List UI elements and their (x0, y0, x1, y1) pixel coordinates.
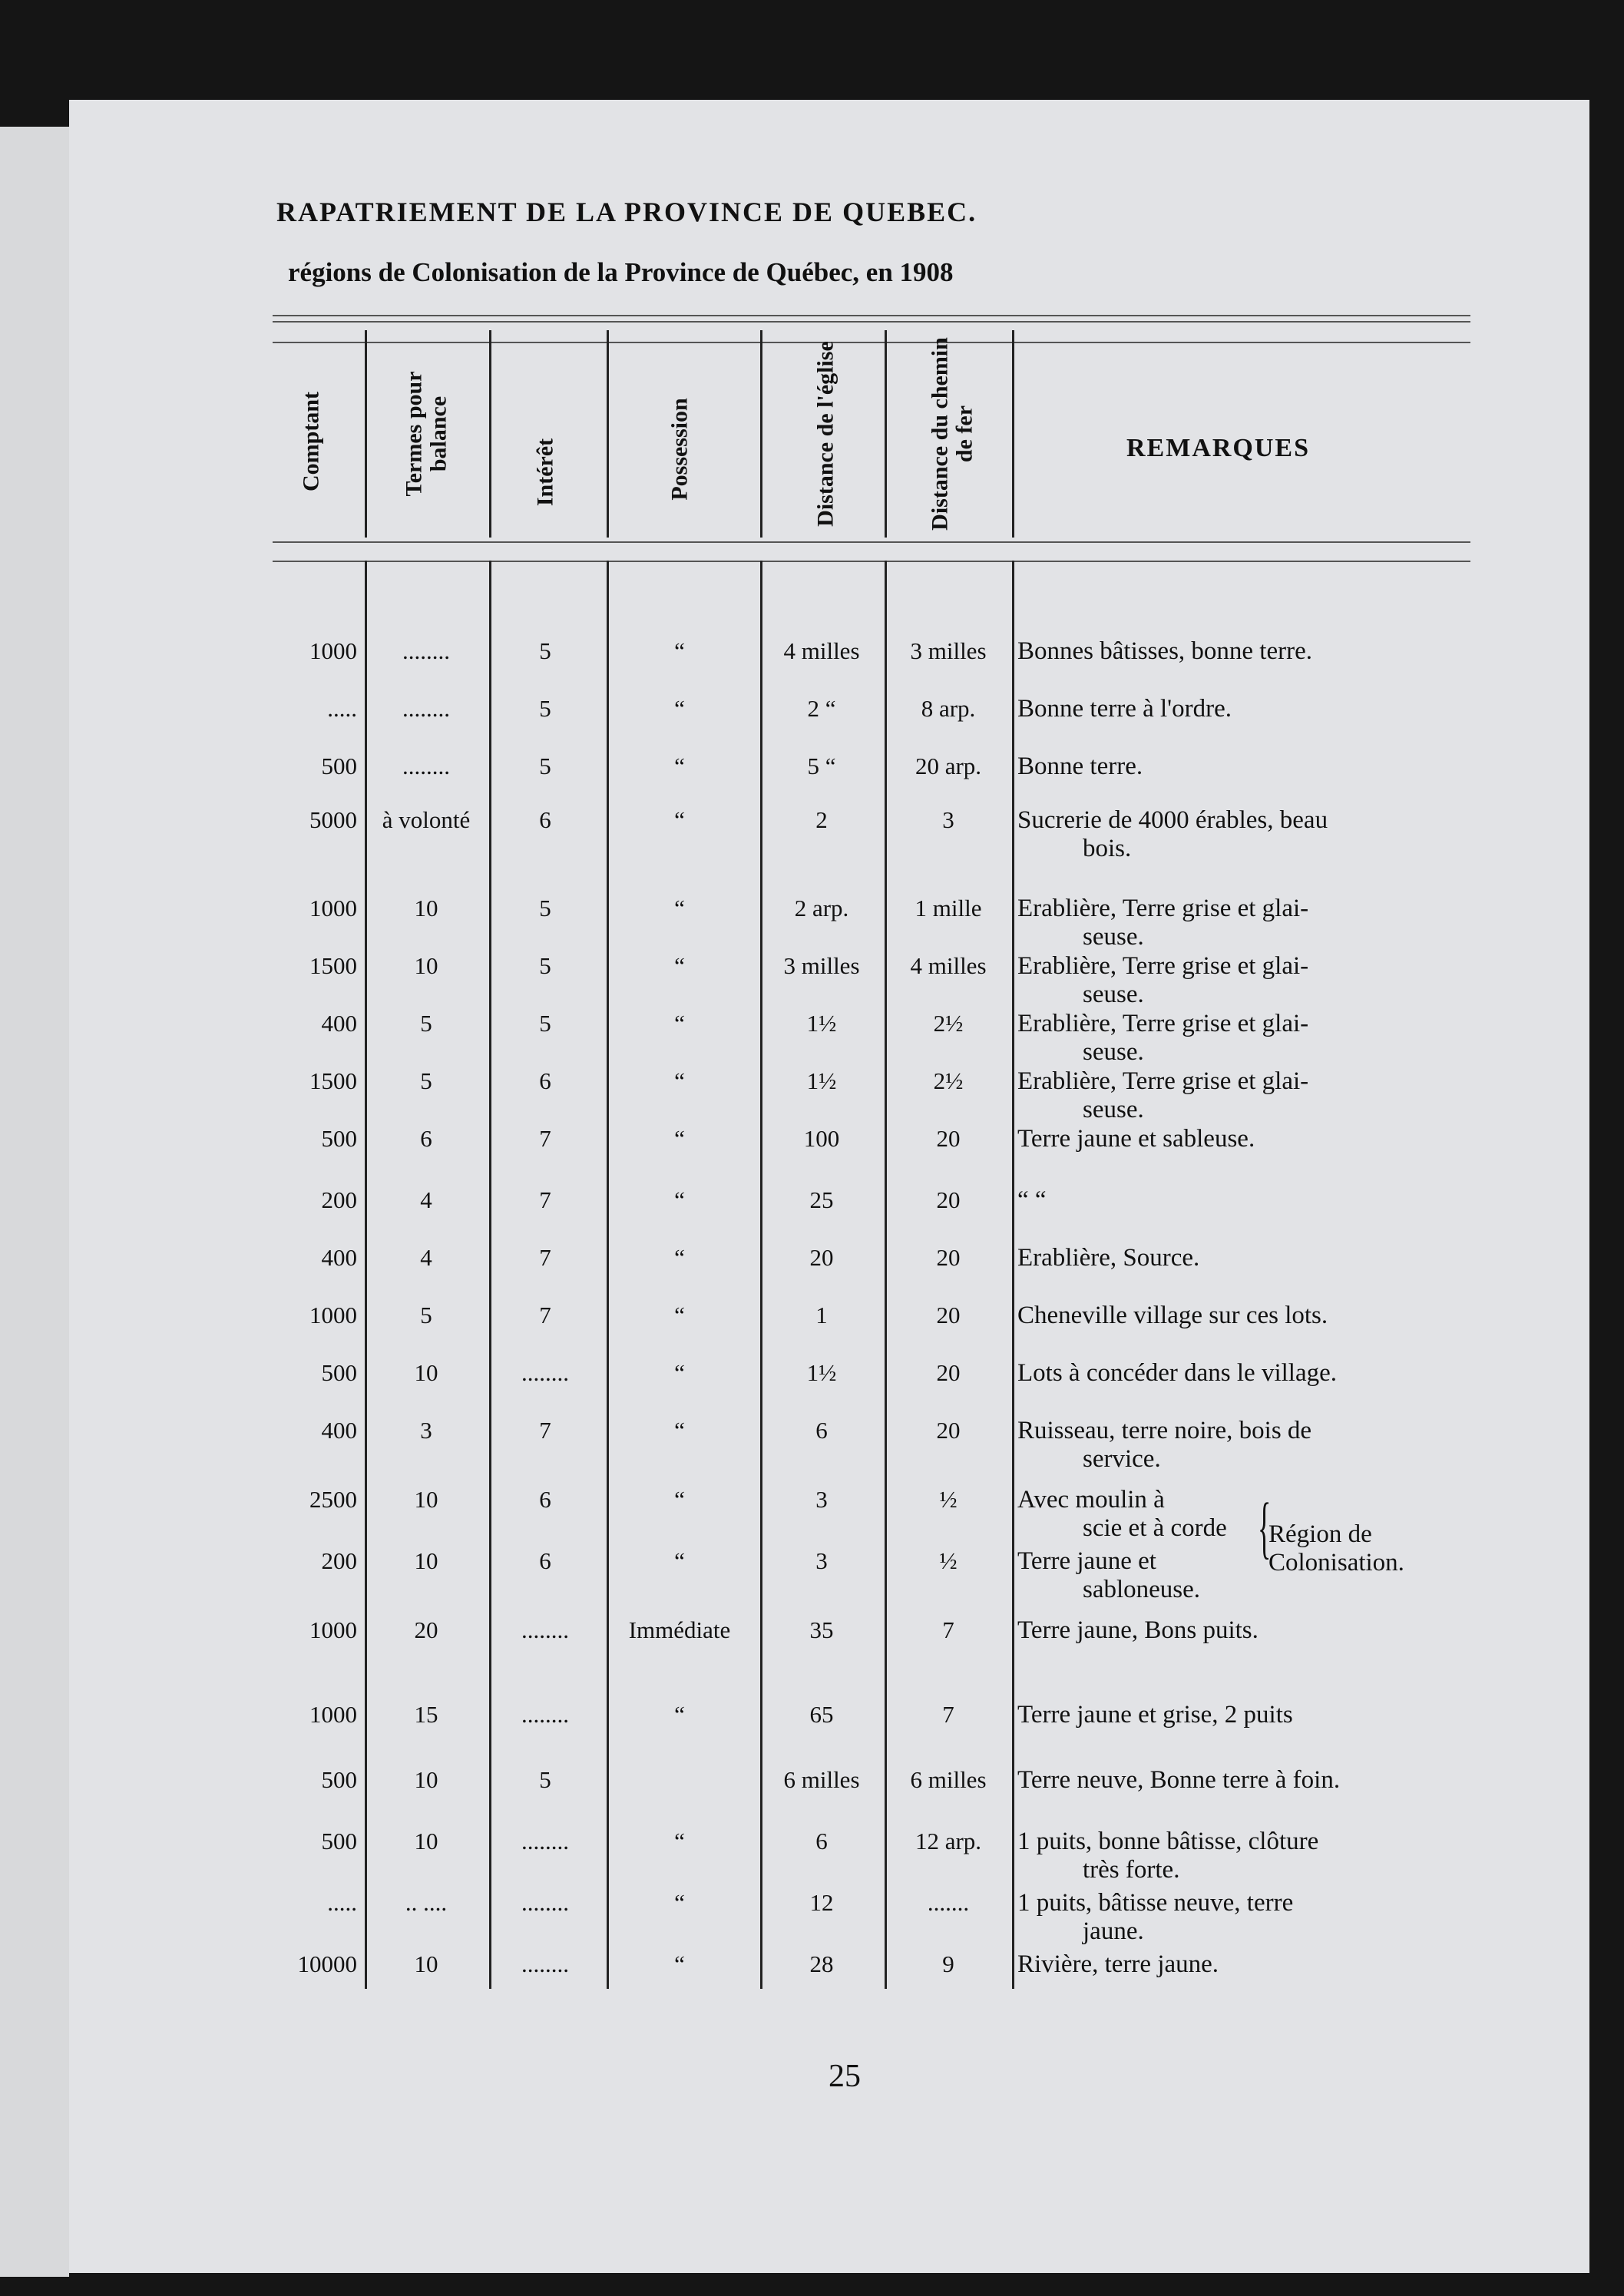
remarques-text: Bonne terre à l'ordre. (1017, 695, 1232, 723)
table-cell-possession: “ (674, 1359, 685, 1386)
table-cell-remarques (1017, 1359, 1447, 1388)
column-divider (760, 561, 762, 1989)
column-divider (1012, 561, 1014, 1989)
remarques-text: Avec moulin à (1017, 1486, 1165, 1514)
table-cell-termes: 5 (420, 1067, 432, 1094)
table-cell-comptant: 200 (321, 1547, 357, 1574)
table-cell-termes: 4 (420, 1244, 432, 1271)
header-rule (273, 342, 1470, 343)
table-cell-termes: 4 (420, 1186, 432, 1213)
remarques-continuation: jaune. (1083, 1917, 1144, 1945)
table-cell-eglise: 5 “ (807, 753, 836, 779)
remarques-continuation: seuse. (1083, 1038, 1144, 1066)
column-header-rule-2 (273, 561, 1470, 562)
table-cell-possession: “ (674, 637, 685, 664)
table-cell-possession: “ (674, 1547, 685, 1574)
table-cell-remarques (1017, 806, 1447, 863)
table-cell-chemin: 7 (942, 1701, 954, 1728)
table-cell-eglise: 1 (815, 1302, 828, 1328)
document-subtitle: régions de Colonisation de la Province de Québec, en 1908 (288, 257, 954, 287)
column-header-possession: Possession (666, 398, 693, 501)
table-cell-interet: 7 (539, 1244, 551, 1271)
table-cell-chemin: 20 (936, 1244, 961, 1271)
table-cell-comptant: 1000 (309, 1701, 357, 1728)
header-rule-top-2 (273, 321, 1470, 323)
table-cell-chemin: 8 arp. (921, 695, 976, 722)
table-cell-comptant: ..... (327, 1889, 357, 1916)
table-cell-possession: “ (674, 806, 685, 833)
remarques-text: Erablière, Terre grise et glai- (1017, 895, 1309, 922)
table-cell-remarques (1017, 1547, 1248, 1604)
table-cell-comptant: 400 (321, 1417, 357, 1444)
remarques-text: Rivière, terre jaune. (1017, 1950, 1219, 1978)
previous-page-edge (0, 127, 69, 2277)
table-cell-chemin: 7 (942, 1616, 954, 1643)
table-cell-comptant: 1000 (309, 1616, 357, 1643)
table-cell-possession: “ (674, 1701, 685, 1728)
table-cell-possession: “ (674, 1417, 685, 1444)
table-cell-eglise: 6 (815, 1828, 828, 1854)
table-cell-possession: “ (674, 952, 685, 979)
table-cell-comptant: 1500 (309, 952, 357, 979)
table-cell-possession: “ (674, 895, 685, 921)
table-cell-interet: 5 (539, 895, 551, 921)
table-cell-remarques (1017, 1244, 1447, 1272)
table-cell-comptant: 500 (321, 1125, 357, 1152)
remarques-continuation: seuse. (1083, 981, 1144, 1008)
remarques-continuation: très forte. (1083, 1856, 1180, 1884)
table-cell-comptant: 500 (321, 1766, 357, 1793)
table-cell-chemin: 4 milles (910, 952, 987, 979)
table-cell-chemin: 20 (936, 1359, 961, 1386)
remarques-text: Terre jaune, Bons puits. (1017, 1616, 1259, 1644)
table-cell-chemin: 9 (942, 1950, 954, 1977)
remarques-text: Sucrerie de 4000 érables, beau (1017, 806, 1328, 834)
table-cell-remarques (1017, 1828, 1447, 1884)
table-cell-interet: 5 (539, 695, 551, 722)
table-cell-remarques (1017, 895, 1447, 951)
table-cell-comptant: 1000 (309, 895, 357, 921)
table-cell-interet: 6 (539, 1067, 551, 1094)
table-cell-possession: “ (674, 1828, 685, 1854)
table-cell-remarques (1017, 1067, 1447, 1124)
remarques-text: Terre jaune et sableuse. (1017, 1125, 1255, 1153)
table-cell-chemin: 3 milles (910, 637, 987, 664)
column-divider (760, 330, 762, 538)
header-rule-top (273, 315, 1470, 316)
table-cell-chemin: ....... (927, 1889, 970, 1916)
table-cell-chemin: 12 arp. (915, 1828, 982, 1854)
table-cell-termes: 10 (414, 1950, 438, 1977)
table-cell-eglise: 20 (809, 1244, 834, 1271)
table-cell-termes: 10 (414, 952, 438, 979)
table-cell-comptant: 5000 (309, 806, 357, 833)
table-cell-comptant: 1000 (309, 1302, 357, 1328)
table-cell-remarques (1017, 1125, 1447, 1153)
table-cell-eglise: 65 (809, 1701, 834, 1728)
table-cell-eglise: 1½ (806, 1067, 837, 1094)
region-brace: { (1257, 1490, 1272, 1566)
table-cell-possession: “ (674, 1010, 685, 1037)
table-cell-interet: 5 (539, 637, 551, 664)
table-cell-eglise: 2 arp. (794, 895, 849, 921)
table-cell-termes: 15 (414, 1701, 438, 1728)
table-cell-eglise: 12 (809, 1889, 834, 1916)
table-cell-comptant: 500 (321, 1828, 357, 1854)
table-cell-comptant: ..... (327, 695, 357, 722)
table-cell-possession: “ (674, 1125, 685, 1152)
table-cell-chemin: 20 (936, 1186, 961, 1213)
table-cell-comptant: 1500 (309, 1067, 357, 1094)
remarques-text: Erablière, Terre grise et glai- (1017, 1067, 1309, 1095)
column-divider (607, 330, 609, 538)
table-cell-comptant: 500 (321, 753, 357, 779)
table-cell-eglise: 6 (815, 1417, 828, 1444)
table-cell-termes: 10 (414, 1828, 438, 1854)
table-cell-eglise: 6 milles (783, 1766, 860, 1793)
remarques-continuation: seuse. (1083, 923, 1144, 951)
table-cell-remarques (1017, 1950, 1447, 1979)
table-cell-interet: 5 (539, 1010, 551, 1037)
table-cell-termes: 5 (420, 1302, 432, 1328)
remarques-text: Ruisseau, terre noire, bois de (1017, 1417, 1312, 1444)
remarques-text: Terre jaune et grise, 2 puits (1017, 1701, 1293, 1729)
table-cell-interet: ........ (521, 1359, 569, 1386)
table-cell-termes: à volonté (382, 806, 471, 833)
document-title: RAPATRIEMENT DE LA PROVINCE DE QUEBEC. (276, 197, 977, 227)
table-cell-remarques (1017, 637, 1447, 666)
remarques-continuation: seuse. (1083, 1096, 1144, 1123)
table-cell-interet: 5 (539, 952, 551, 979)
column-divider (885, 561, 887, 1989)
column-divider (489, 330, 491, 538)
remarques-continuation: scie et à corde (1083, 1514, 1227, 1542)
table-cell-remarques (1017, 1889, 1447, 1946)
table-cell-chemin: 3 (942, 806, 954, 833)
table-cell-chemin: 2½ (933, 1067, 964, 1094)
table-cell-eglise: 2 “ (807, 695, 836, 722)
table-cell-chemin: ½ (939, 1486, 958, 1513)
table-cell-remarques (1017, 695, 1447, 723)
remarques-text: “ “ (1017, 1186, 1047, 1214)
remarques-continuation: bois. (1083, 835, 1132, 862)
table-cell-interet: 6 (539, 1486, 551, 1513)
table-cell-chemin: 20 (936, 1417, 961, 1444)
remarques-text: Terre jaune et (1017, 1547, 1156, 1575)
region-note: Région de Colonisation. (1268, 1520, 1404, 1576)
table-cell-possession: “ (674, 1067, 685, 1094)
table-cell-possession: “ (674, 753, 685, 779)
table-cell-interet: ........ (521, 1701, 569, 1728)
table-cell-comptant: 400 (321, 1010, 357, 1037)
table-cell-comptant: 200 (321, 1186, 357, 1213)
remarques-text: 1 puits, bâtisse neuve, terre (1017, 1889, 1294, 1917)
column-divider (365, 330, 367, 538)
table-cell-comptant: 1000 (309, 637, 357, 664)
column-header-rule (273, 541, 1470, 543)
column-divider (365, 561, 367, 1989)
table-cell-comptant: 400 (321, 1244, 357, 1271)
table-cell-eglise: 35 (809, 1616, 834, 1643)
remarques-text: Erablière, Terre grise et glai- (1017, 952, 1309, 980)
table-cell-chemin: 6 milles (910, 1766, 987, 1793)
table-cell-interet: 6 (539, 1547, 551, 1574)
column-divider (1012, 330, 1014, 538)
table-cell-interet: 5 (539, 753, 551, 779)
table-cell-comptant: 2500 (309, 1486, 357, 1513)
table-cell-interet: ........ (521, 1616, 569, 1643)
table-cell-possession: “ (674, 1889, 685, 1916)
remarques-continuation: sabloneuse. (1083, 1576, 1201, 1603)
table-cell-termes: 10 (414, 1547, 438, 1574)
table-cell-eglise: 1½ (806, 1010, 837, 1037)
table-cell-termes: ........ (402, 753, 450, 779)
table-cell-termes: 10 (414, 1359, 438, 1386)
table-cell-interet: 5 (539, 1766, 551, 1793)
table-cell-eglise: 25 (809, 1186, 834, 1213)
table-cell-remarques (1017, 1486, 1248, 1543)
column-header-termes: Termes pour balance (401, 371, 451, 497)
table-cell-chemin: 1 mille (915, 895, 982, 921)
remarques-text: Erablière, Source. (1017, 1244, 1200, 1272)
remarques-text: Bonnes bâtisses, bonne terre. (1017, 637, 1312, 665)
table-cell-termes: 10 (414, 1486, 438, 1513)
table-cell-eglise: 4 milles (783, 637, 860, 664)
table-cell-chemin: 20 (936, 1125, 961, 1152)
table-cell-termes: 20 (414, 1616, 438, 1643)
table-cell-comptant: 500 (321, 1359, 357, 1386)
remarques-continuation: service. (1083, 1445, 1161, 1473)
table-cell-chemin: 2½ (933, 1010, 964, 1037)
remarques-text: 1 puits, bonne bâtisse, clôture (1017, 1828, 1319, 1855)
table-cell-possession: “ (674, 1302, 685, 1328)
table-cell-eglise: 3 (815, 1486, 828, 1513)
table-cell-termes: 10 (414, 1766, 438, 1793)
table-cell-interet: ........ (521, 1828, 569, 1854)
table-cell-eglise: 3 (815, 1547, 828, 1574)
table-cell-interet: 7 (539, 1302, 551, 1328)
column-header-remarques: REMARQUES (1126, 434, 1311, 462)
table-cell-eglise: 1½ (806, 1359, 837, 1386)
remarques-text: Erablière, Terre grise et glai- (1017, 1010, 1309, 1037)
table-cell-possession: “ (674, 1950, 685, 1977)
table-cell-chemin: 20 (936, 1302, 961, 1328)
table-cell-remarques (1017, 753, 1447, 781)
table-cell-remarques (1017, 1417, 1447, 1474)
column-divider (885, 330, 887, 538)
table-cell-interet: 7 (539, 1125, 551, 1152)
table-cell-remarques (1017, 1616, 1447, 1645)
table-cell-comptant: 10000 (297, 1950, 357, 1977)
table-cell-eglise: 100 (803, 1125, 840, 1152)
table-cell-interet: 6 (539, 806, 551, 833)
table-cell-termes: 3 (420, 1417, 432, 1444)
table-cell-possession: “ (674, 1486, 685, 1513)
column-header-comptant: Comptant (298, 391, 324, 492)
table-cell-eglise: 3 milles (783, 952, 860, 979)
column-divider (489, 561, 491, 1989)
table-cell-remarques (1017, 1701, 1447, 1729)
table-cell-interet: 7 (539, 1417, 551, 1444)
column-header-eglise: Distance de l'église (812, 341, 838, 527)
column-divider (607, 561, 609, 1989)
table-cell-remarques (1017, 1010, 1447, 1067)
table-cell-possession: “ (674, 1244, 685, 1271)
page-number: 25 (829, 2059, 861, 2094)
table-cell-termes: .. .... (405, 1889, 448, 1916)
table-cell-remarques (1017, 1302, 1447, 1330)
table-cell-termes: ........ (402, 637, 450, 664)
remarques-text: Bonne terre. (1017, 753, 1143, 780)
column-header-chemin: Distance du chemin de fer (927, 337, 977, 531)
table-cell-chemin: 20 arp. (915, 753, 982, 779)
table-cell-remarques (1017, 1186, 1447, 1215)
table-cell-termes: 10 (414, 895, 438, 921)
table-cell-eglise: 2 (815, 806, 828, 833)
remarques-text: Terre neuve, Bonne terre à foin. (1017, 1766, 1341, 1794)
table-cell-remarques (1017, 952, 1447, 1009)
table-cell-possession: “ (674, 695, 685, 722)
column-header-interet: Intérêt (532, 438, 558, 507)
remarques-text: Cheneville village sur ces lots. (1017, 1302, 1328, 1329)
table-cell-eglise: 28 (809, 1950, 834, 1977)
table-cell-possession: “ (674, 1186, 685, 1213)
table-cell-termes: 6 (420, 1125, 432, 1152)
table-cell-possession: Immédiate (628, 1616, 731, 1643)
table-cell-interet: ........ (521, 1950, 569, 1977)
table-cell-interet: 7 (539, 1186, 551, 1213)
table-cell-remarques (1017, 1766, 1447, 1795)
table-cell-chemin: ½ (939, 1547, 958, 1574)
table-cell-interet: ........ (521, 1889, 569, 1916)
table-cell-termes: ........ (402, 695, 450, 722)
table-cell-termes: 5 (420, 1010, 432, 1037)
remarques-text: Lots à concéder dans le village. (1017, 1359, 1337, 1387)
